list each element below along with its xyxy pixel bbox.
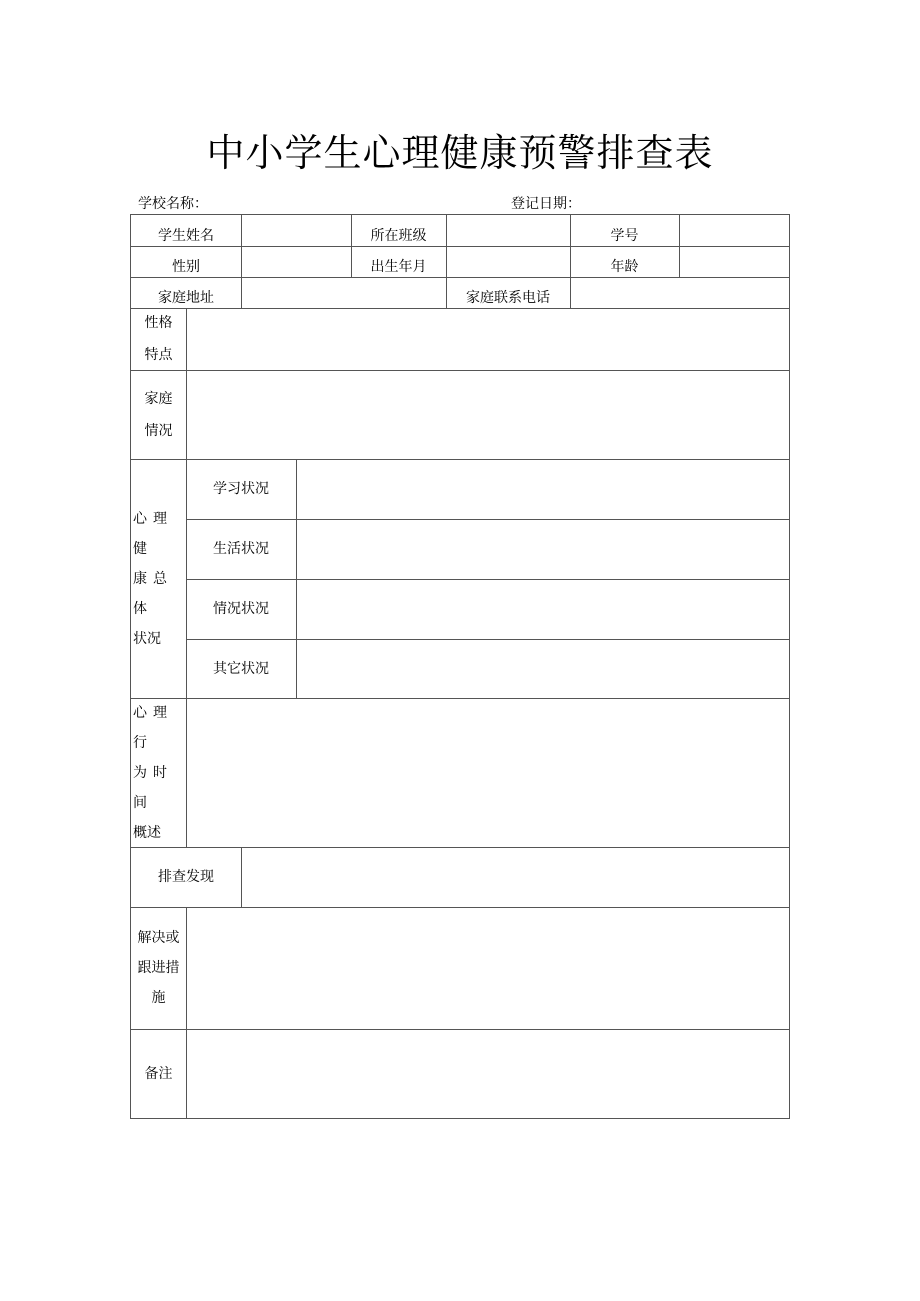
emotion-status-field[interactable]	[297, 579, 789, 639]
solution-measures-label: 解决或 跟进措 施	[137, 930, 180, 1006]
registration-date-label: 登记日期：	[511, 196, 581, 212]
student-name-label: 学生姓名	[158, 227, 214, 244]
family-situation-field[interactable]	[187, 370, 789, 459]
personality-field[interactable]	[187, 308, 789, 370]
student-id-label: 学号	[610, 227, 639, 244]
findings-field[interactable]	[242, 847, 789, 907]
school-name-label: 学校名称：	[138, 196, 208, 212]
study-status-label: 学习状况	[213, 481, 269, 497]
age-label: 年龄	[610, 258, 639, 275]
remarks-label: 备注	[144, 1065, 173, 1082]
study-status-field[interactable]	[297, 459, 789, 519]
birth-date-label: 出生年月	[370, 258, 427, 275]
life-status-field[interactable]	[297, 519, 789, 579]
emotion-status-label: 情况状况	[213, 601, 269, 617]
family-situation-label: 家庭 情况	[144, 390, 173, 439]
behavior-summary-field[interactable]	[187, 698, 789, 847]
phone-label: 家庭联系电话	[466, 289, 550, 306]
page-title: 中小学生心理健康预警排查表	[206, 131, 714, 175]
address-field[interactable]	[242, 277, 446, 308]
student-id-field[interactable]	[680, 215, 789, 246]
class-field[interactable]	[447, 215, 570, 246]
gender-label: 性别	[172, 258, 200, 275]
birth-date-field[interactable]	[447, 246, 570, 277]
other-status-label: 其它状况	[213, 660, 269, 677]
mental-health-overall-label: 心理健 康总体 状况	[133, 510, 173, 647]
screening-form-table	[130, 214, 790, 1119]
solution-measures-field[interactable]	[187, 907, 789, 1029]
life-status-label: 生活状况	[213, 541, 269, 557]
remarks-field[interactable]	[187, 1029, 789, 1118]
behavior-summary-label: 心理行 为时间 概述	[133, 704, 173, 841]
personality-label: 性格 特点	[144, 315, 173, 363]
class-label: 所在班级	[370, 227, 427, 244]
findings-label: 排查发现	[158, 869, 214, 885]
address-label: 家庭地址	[158, 289, 214, 306]
other-status-field[interactable]	[297, 639, 789, 698]
phone-field[interactable]	[571, 277, 789, 308]
gender-field[interactable]	[242, 246, 351, 277]
age-field[interactable]	[680, 246, 789, 277]
